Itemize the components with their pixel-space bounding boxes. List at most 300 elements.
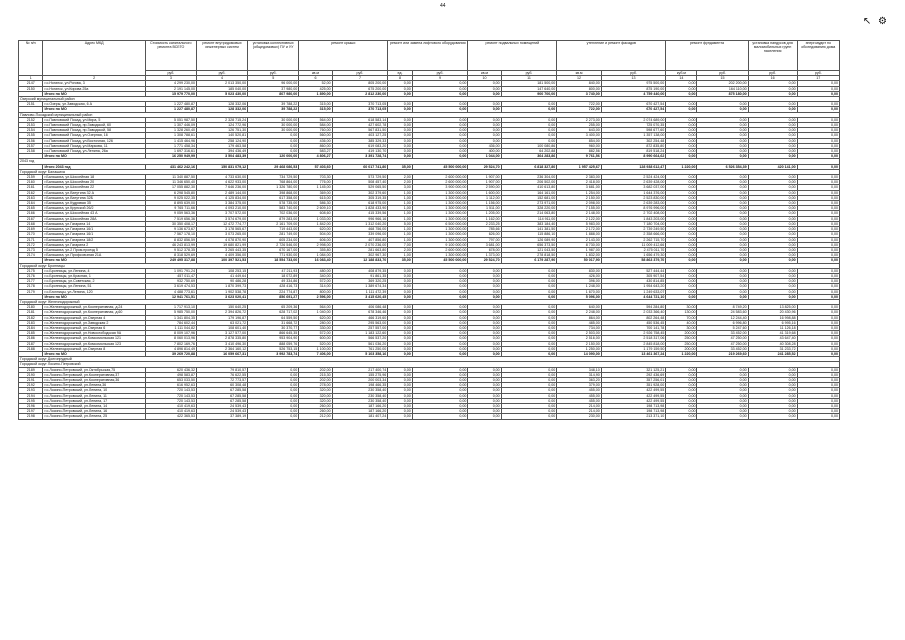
- value-cell: 5 096,00: [557, 294, 601, 299]
- section-label: Озерский муниципальный район: [19, 97, 840, 102]
- value-cell: 400,00: [468, 149, 501, 154]
- value-cell: 583 740,00: [248, 206, 299, 211]
- value-cell: 1 300 000,00: [412, 227, 468, 232]
- address-cell: г.Балашиха, ул.Шоссейная 18: [43, 175, 145, 180]
- value-cell: 0,00: [501, 273, 557, 278]
- value-cell: 18 554 733,00: [248, 258, 299, 263]
- value-cell: 0,00: [412, 279, 468, 284]
- address-cell: г.о.Железнодорожный, ул.Комсомольская 123: [43, 341, 145, 346]
- value-cell: 164 161,00: [501, 190, 557, 195]
- value-cell: 0,00: [666, 388, 697, 393]
- value-cell: 0,00: [797, 388, 839, 393]
- value-cell: 0,00: [797, 409, 839, 414]
- value-cell: 348,10: [557, 367, 601, 372]
- value-cell: 702 036,00: [248, 211, 299, 216]
- address-cell: г.Балашиха, ул.Шоссейная 20: [43, 180, 145, 185]
- value-cell: 0,00: [748, 221, 797, 226]
- value-cell: 150 640,25: [196, 305, 247, 310]
- value-cell: 37 980,00: [248, 86, 299, 91]
- address-cell: г.Балашиха, ул.Профсоюзная 21А: [43, 253, 145, 258]
- col-lift: ремонт или замена лифтового оборудования: [388, 41, 468, 71]
- value-cell: 0,00: [797, 201, 839, 206]
- value-cell: 0,00: [388, 336, 412, 341]
- value-cell: 47 211,93: [248, 268, 299, 273]
- value-cell: 0,00: [412, 305, 468, 310]
- value-cell: 0,00: [697, 258, 748, 263]
- value-cell: 422 499,55: [601, 393, 666, 398]
- value-cell: 41 319,68: [748, 331, 797, 336]
- value-cell: 0,00: [412, 377, 468, 382]
- col-fire: установка пандусов для маломобильных групп населения: [748, 41, 797, 71]
- value-cell: 407 856,80: [332, 237, 388, 242]
- value-cell: 5 023 430,00: [196, 91, 247, 96]
- value-cell: 0,00: [666, 133, 697, 138]
- value-cell: 0,00: [412, 149, 468, 154]
- value-cell: 4 806,27: [299, 154, 332, 159]
- value-cell: 1 300 000,00: [412, 206, 468, 211]
- address-cell: г.о.Ногинск, ул.Рогова, 3: [43, 81, 145, 86]
- value-cell: 410 419,63: [145, 404, 196, 409]
- value-cell: 0,00: [666, 138, 697, 143]
- value-cell: 0,00: [797, 242, 839, 247]
- value-cell: 2 328 715,24: [196, 117, 247, 122]
- header-row: [19, 41, 840, 71]
- section-label: Городской округ Лосино-Петровский: [19, 362, 840, 367]
- value-cell: 0,00: [388, 346, 412, 351]
- value-cell: 0,00: [666, 398, 697, 403]
- value-cell: 2 233,25: [468, 221, 501, 226]
- value-cell: 351 928,00: [601, 383, 666, 388]
- value-cell: 0,00: [501, 305, 557, 310]
- value-cell: 0,00: [797, 414, 839, 419]
- value-cell: 0,00: [388, 128, 412, 133]
- value-cell: 0,00: [501, 320, 557, 325]
- address-cell: г.о.Железнодорожный, ул.Кооперативная, д.24: [43, 305, 145, 310]
- value-cell: 0,00: [412, 409, 468, 414]
- value-cell: 1 145,00: [299, 185, 332, 190]
- value-cell: 2 150,00: [557, 341, 601, 346]
- value-cell: 0,00: [697, 393, 748, 398]
- value-cell: 315,00: [299, 102, 332, 107]
- value-cell: 0,00: [388, 81, 412, 86]
- value-cell: 0,00: [697, 232, 748, 237]
- value-cell: 0,00: [388, 91, 412, 96]
- value-cell: 7 155,00: [557, 206, 601, 211]
- value-cell: 0,00: [748, 86, 797, 91]
- value-cell: 864,00: [557, 315, 601, 320]
- value-cell: 0,00: [388, 149, 412, 154]
- value-cell: 0,00: [697, 367, 748, 372]
- value-cell: 200,00: [666, 331, 697, 336]
- row-number-cell: 2162: [19, 190, 43, 195]
- value-cell: 2 172,00: [557, 227, 601, 232]
- value-cell: 422 365,53: [145, 414, 196, 419]
- value-cell: 0,00: [412, 102, 468, 107]
- address-cell: г.о.Железнодорожный, ул.Озерная 4: [43, 315, 145, 320]
- value-cell: 0,00: [468, 81, 501, 86]
- value-cell: 0,00: [412, 294, 468, 299]
- value-cell: 0,00: [666, 185, 697, 190]
- value-cell: 0,00: [388, 133, 412, 138]
- value-cell: 0,00: [501, 398, 557, 403]
- page-number: 44: [440, 3, 446, 9]
- section-label: 2043 год: [19, 159, 840, 164]
- address-cell: г.о.Ногинск, ул.Кирова 25а: [43, 86, 145, 91]
- value-cell: 618 583,14: [332, 117, 388, 122]
- value-cell: 0,00: [468, 351, 501, 356]
- row-number-cell: 2192: [19, 383, 43, 388]
- unit-cell: руб.: [145, 71, 196, 76]
- value-cell: 5,00: [388, 221, 412, 226]
- row-number-cell: 2150: [19, 86, 43, 91]
- address-cell: г.о.Лосино-Петровский, ул.Ленина, 14: [43, 404, 145, 409]
- value-cell: 394 436,49: [196, 149, 247, 154]
- value-cell: 0,00: [412, 268, 468, 273]
- value-cell: 594 284,80: [601, 305, 666, 310]
- value-cell: 3 623 020,41: [196, 294, 247, 299]
- value-cell: 1 600,00: [468, 190, 501, 195]
- value-cell: 0,00: [388, 86, 412, 91]
- value-cell: 734,00: [557, 325, 601, 330]
- value-cell: 0,00: [501, 294, 557, 299]
- value-cell: 882,56: [557, 149, 601, 154]
- value-cell: 1 843 203,00: [601, 216, 666, 221]
- address-cell: г.о.Лосино-Петровский, ул.Ленина, 11: [43, 393, 145, 398]
- value-cell: 8 895 639,00: [145, 201, 196, 206]
- col-total: Стоимость капитального ремонта ВСЕГО: [145, 41, 196, 71]
- value-cell: 0,00: [248, 149, 299, 154]
- value-cell: 4 409 356,00: [196, 253, 247, 258]
- address-cell: г.о.Павловский Посад, ул.Озерная, 16: [43, 133, 145, 138]
- unit-cell: кв.м: [299, 71, 332, 76]
- value-cell: 0,00: [666, 107, 697, 112]
- value-cell: 0,00: [412, 388, 468, 393]
- value-cell: 5 985 750,00: [145, 310, 196, 315]
- value-cell: 996 966,16: [332, 216, 388, 221]
- value-cell: 0,00: [666, 227, 697, 232]
- value-cell: 1 828 433,90: [332, 206, 388, 211]
- value-cell: 6 500 000,00: [412, 221, 468, 226]
- value-cell: 6 995,16: [748, 320, 797, 325]
- value-cell: 369,00: [299, 190, 332, 195]
- row-number-cell: 2147: [19, 81, 43, 86]
- value-cell: 0,00: [797, 154, 839, 159]
- value-cell: 2 150,00: [557, 195, 601, 200]
- value-cell: 47 250,00: [697, 336, 748, 341]
- value-cell: 0,00: [666, 201, 697, 206]
- value-cell: 46 243 813,99: [145, 242, 196, 247]
- value-cell: 357 256,01: [601, 377, 666, 382]
- value-cell: 615,00: [299, 195, 332, 200]
- value-cell: 0,00: [468, 279, 501, 284]
- value-cell: 0,00: [388, 273, 412, 278]
- value-cell: 30 000,00: [248, 123, 299, 128]
- value-cell: 0,00: [388, 289, 412, 294]
- row-number-cell: 2194: [19, 393, 43, 398]
- value-cell: 9 136 673,67: [145, 227, 196, 232]
- value-cell: 7 802 169,76: [145, 341, 196, 346]
- value-cell: 2 161 709,00: [248, 221, 299, 226]
- value-cell: 1 888,00: [557, 232, 601, 237]
- value-cell: 11 346 650,40: [145, 180, 196, 185]
- value-cell: 278,00: [299, 383, 332, 388]
- value-cell: 7 567 178,10: [145, 232, 196, 237]
- value-cell: 4 488 773,61: [145, 289, 196, 294]
- value-cell: 16 998,88: [748, 315, 797, 320]
- row-number-cell: 2170: [19, 232, 43, 237]
- value-cell: 2 926 758,45: [601, 331, 666, 336]
- value-cell: 0,00: [501, 279, 557, 284]
- value-cell: 1,00: [388, 211, 412, 216]
- value-cell: 768 864,00: [248, 180, 299, 185]
- value-cell: 722,00: [557, 107, 601, 112]
- value-cell: 179 463,58: [196, 143, 247, 148]
- value-cell: 1 156,00: [468, 201, 501, 206]
- value-cell: 0,00: [697, 398, 748, 403]
- value-cell: 0,00: [697, 294, 748, 299]
- value-cell: 3 384 375,00: [196, 201, 247, 206]
- value-cell: 0,00: [666, 294, 697, 299]
- value-cell: 0,00: [468, 367, 501, 372]
- value-cell: 0,00: [388, 325, 412, 330]
- value-cell: 0,00: [748, 117, 797, 122]
- value-cell: 0,00: [697, 247, 748, 252]
- value-cell: 722,00: [557, 102, 601, 107]
- value-cell: 0,00: [797, 138, 839, 143]
- address-cell: г.о.Лосино-Петровский, ул.Ленина,36: [43, 383, 145, 388]
- value-cell: 9 025 022,35: [145, 195, 196, 200]
- value-cell: 0,00: [748, 143, 797, 148]
- col-foundation: ремонт фундамента: [666, 41, 748, 71]
- value-cell: 485,00: [557, 320, 601, 325]
- value-cell: 2 600 000,00: [412, 180, 468, 185]
- value-cell: 230 358,40: [332, 398, 388, 403]
- value-cell: 369 320,25: [332, 279, 388, 284]
- value-cell: 1 907,00: [468, 175, 501, 180]
- value-cell: 9 512 378,35: [145, 247, 196, 252]
- value-cell: 2 590,00: [468, 185, 501, 190]
- value-cell: 330,00: [299, 325, 332, 330]
- value-cell: 0,00: [797, 232, 839, 237]
- value-cell: 1 328 260,40: [145, 128, 196, 133]
- value-cell: 120 000,00: [248, 154, 299, 159]
- value-cell: 0,00: [412, 117, 468, 122]
- value-cell: 49 334,86: [248, 279, 299, 284]
- address-cell: г.о.Озеры, ул.Заводская, 6 А: [43, 102, 145, 107]
- value-cell: 670 427,54: [601, 107, 666, 112]
- value-cell: 0,00: [748, 409, 797, 414]
- value-cell: 40,00: [666, 320, 697, 325]
- value-cell: 0,00: [797, 195, 839, 200]
- value-cell: 0,00: [797, 310, 839, 315]
- value-cell: 1 656 479,30: [601, 253, 666, 258]
- value-cell: 63 021,72: [196, 320, 247, 325]
- value-cell: 807 980,00: [248, 91, 299, 96]
- value-cell: 0,00: [412, 138, 468, 143]
- cursor-icon[interactable]: ↖: [862, 16, 872, 27]
- value-cell: 2 383,00: [557, 175, 601, 180]
- unit-cell: руб.: [748, 71, 797, 76]
- value-cell: 560,00: [299, 133, 332, 138]
- value-cell: 11 009 412,66: [601, 242, 666, 247]
- value-cell: 0,00: [748, 273, 797, 278]
- value-cell: 79 810,57: [196, 367, 247, 372]
- value-cell: 0,00: [748, 185, 797, 190]
- value-cell: 0,00: [388, 372, 412, 377]
- unit-cell: руб.: [412, 71, 468, 76]
- row-number-cell: 2171: [19, 237, 43, 242]
- address-cell: Итого по МО: [43, 91, 145, 96]
- value-cell: 819 518,24: [601, 149, 666, 154]
- value-cell: 398 868,00: [248, 190, 299, 195]
- value-cell: 0,00: [748, 91, 797, 96]
- value-cell: 606,00: [299, 237, 332, 242]
- column-number-cell: 8: [388, 76, 412, 81]
- value-cell: 797,00: [468, 237, 501, 242]
- value-cell: 0,00: [797, 117, 839, 122]
- value-cell: 626,00: [468, 232, 501, 237]
- value-cell: 0,00: [412, 284, 468, 289]
- row-number-cell: 2181: [19, 310, 43, 315]
- value-cell: 1 300 000,00: [412, 237, 468, 242]
- value-cell: 18 072,89: [248, 273, 299, 278]
- value-cell: 0,00: [388, 315, 412, 320]
- address-cell: г.о.Бронницы, ул.Ленина, 51: [43, 284, 145, 289]
- value-cell: 2 878 335,80: [196, 336, 247, 341]
- value-cell: 0,00: [468, 268, 501, 273]
- row-number-cell: 2161: [19, 185, 43, 190]
- value-cell: 0,00: [797, 102, 839, 107]
- value-cell: 355,80: [299, 247, 332, 252]
- value-cell: 0,00: [412, 154, 468, 159]
- settings-icon[interactable]: ⚙: [878, 16, 887, 27]
- value-cell: 620 436,32: [145, 367, 196, 372]
- value-cell: 2,00: [388, 247, 412, 252]
- value-cell: 455,00: [557, 393, 601, 398]
- value-cell: 675 200,00: [332, 86, 388, 91]
- value-cell: 13 461 367,24: [601, 351, 666, 356]
- value-cell: 0,00: [666, 289, 697, 294]
- address-cell: г.о.Павловский Посад, ул.Маркова, 11: [43, 143, 145, 148]
- value-cell: 0,00: [697, 201, 748, 206]
- value-cell: 0,00: [388, 102, 412, 107]
- value-cell: 0,00: [501, 331, 557, 336]
- value-cell: 608,60: [299, 211, 332, 216]
- row-number-cell: 2183: [19, 320, 43, 325]
- value-cell: 0,00: [748, 258, 797, 263]
- value-cell: 0,00: [697, 143, 748, 148]
- value-cell: 72 773,57: [196, 377, 247, 382]
- col-roof: ремонт крыши: [299, 41, 388, 71]
- value-cell: 260,00: [299, 404, 332, 409]
- value-cell: 586,30: [299, 201, 332, 206]
- value-cell: 0,00: [748, 190, 797, 195]
- value-cell: 12 244,40: [697, 315, 748, 320]
- value-cell: 0,00: [797, 253, 839, 258]
- value-cell: 3 682 037,00: [601, 185, 666, 190]
- value-cell: 7 519 656,36: [145, 216, 196, 221]
- value-cell: 249 495 317,88: [145, 258, 196, 263]
- value-cell: 1 373,00: [468, 253, 501, 258]
- row-number-cell: 2175: [19, 268, 43, 273]
- value-cell: 0,00: [797, 123, 839, 128]
- value-cell: 3,00: [388, 185, 412, 190]
- value-cell: 3 707 572,00: [196, 211, 247, 216]
- value-cell: 8 990 664,62: [601, 154, 666, 159]
- value-cell: 33 452,00: [697, 331, 748, 336]
- value-cell: 2 074 689,00: [601, 117, 666, 122]
- value-cell: 578 735,00: [248, 201, 299, 206]
- value-cell: 0,00: [797, 258, 839, 263]
- value-cell: 278 818,50: [501, 253, 557, 258]
- unit-cell: кв.м: [468, 71, 501, 76]
- value-cell: 561 036,20: [332, 341, 388, 346]
- value-cell: 2 273,00: [557, 117, 601, 122]
- value-cell: 260,00: [299, 409, 332, 414]
- value-cell: 0,00: [697, 242, 748, 247]
- value-cell: 114 911,00: [501, 216, 557, 221]
- value-cell: 1 300 000,00: [412, 190, 468, 195]
- value-cell: 91 861,35: [332, 273, 388, 278]
- value-cell: 11 340 887,50: [145, 175, 196, 180]
- value-cell: 52,00: [299, 81, 332, 86]
- address-cell: г.Балашиха, ул.Гагарина 14: [43, 221, 145, 226]
- value-cell: 1 300 000,00: [412, 253, 468, 258]
- value-cell: 130,00: [666, 310, 697, 315]
- value-cell: 214,00: [557, 404, 601, 409]
- value-cell: 1 957 425,67: [557, 164, 601, 169]
- unit-cell: куб.м: [666, 71, 697, 76]
- address-cell: г.о.Бронницы, ул.Ленина, 4: [43, 268, 145, 273]
- col-internal: ремонт внутридомовых инженерных систем: [196, 41, 247, 71]
- value-cell: 0,00: [748, 393, 797, 398]
- value-cell: 0,00: [748, 195, 797, 200]
- address-cell: г.о.Железнодорожный, ул.Кооперативная, д.60: [43, 310, 145, 315]
- value-cell: 0,00: [797, 107, 839, 112]
- value-cell: 0,00: [697, 279, 748, 284]
- value-cell: 0,00: [697, 268, 748, 273]
- value-cell: 403 127,25: [332, 133, 388, 138]
- value-cell: 0,00: [797, 377, 839, 382]
- value-cell: 7 406,00: [299, 351, 332, 356]
- value-cell: 0,00: [248, 367, 299, 372]
- value-cell: 90 486,28: [196, 279, 247, 284]
- value-cell: 628 717,02: [248, 310, 299, 315]
- value-cell: 0,00: [468, 107, 501, 112]
- value-cell: 1 312 040,20: [332, 221, 388, 226]
- toolbar-icons: [859, 16, 887, 27]
- unit-cell: руб.: [196, 71, 247, 76]
- value-cell: 2 143,00: [557, 237, 601, 242]
- value-cell: 1,00: [388, 206, 412, 211]
- value-cell: 230 358,40: [332, 388, 388, 393]
- value-cell: 0,00: [388, 268, 412, 273]
- unit-cell: руб.: [248, 71, 299, 76]
- value-cell: 2 845 818,00: [601, 341, 666, 346]
- row-number-cell: 2167: [19, 216, 43, 221]
- address-cell: г.Балашиха, ул.Ватутина 32 А: [43, 190, 145, 195]
- column-number-cell: 13: [601, 76, 666, 81]
- value-cell: 2 518 317,06: [601, 336, 666, 341]
- row-number-cell: 2195: [19, 398, 43, 403]
- value-cell: 0,00: [748, 253, 797, 258]
- value-cell: 1 357 138,00: [601, 133, 666, 138]
- value-cell: 1 044,00: [468, 154, 501, 159]
- value-cell: 0,00: [697, 227, 748, 232]
- value-cell: 39 788,22: [248, 102, 299, 107]
- value-cell: 76 622,55: [196, 372, 247, 377]
- value-cell: 2 596,00: [299, 294, 332, 299]
